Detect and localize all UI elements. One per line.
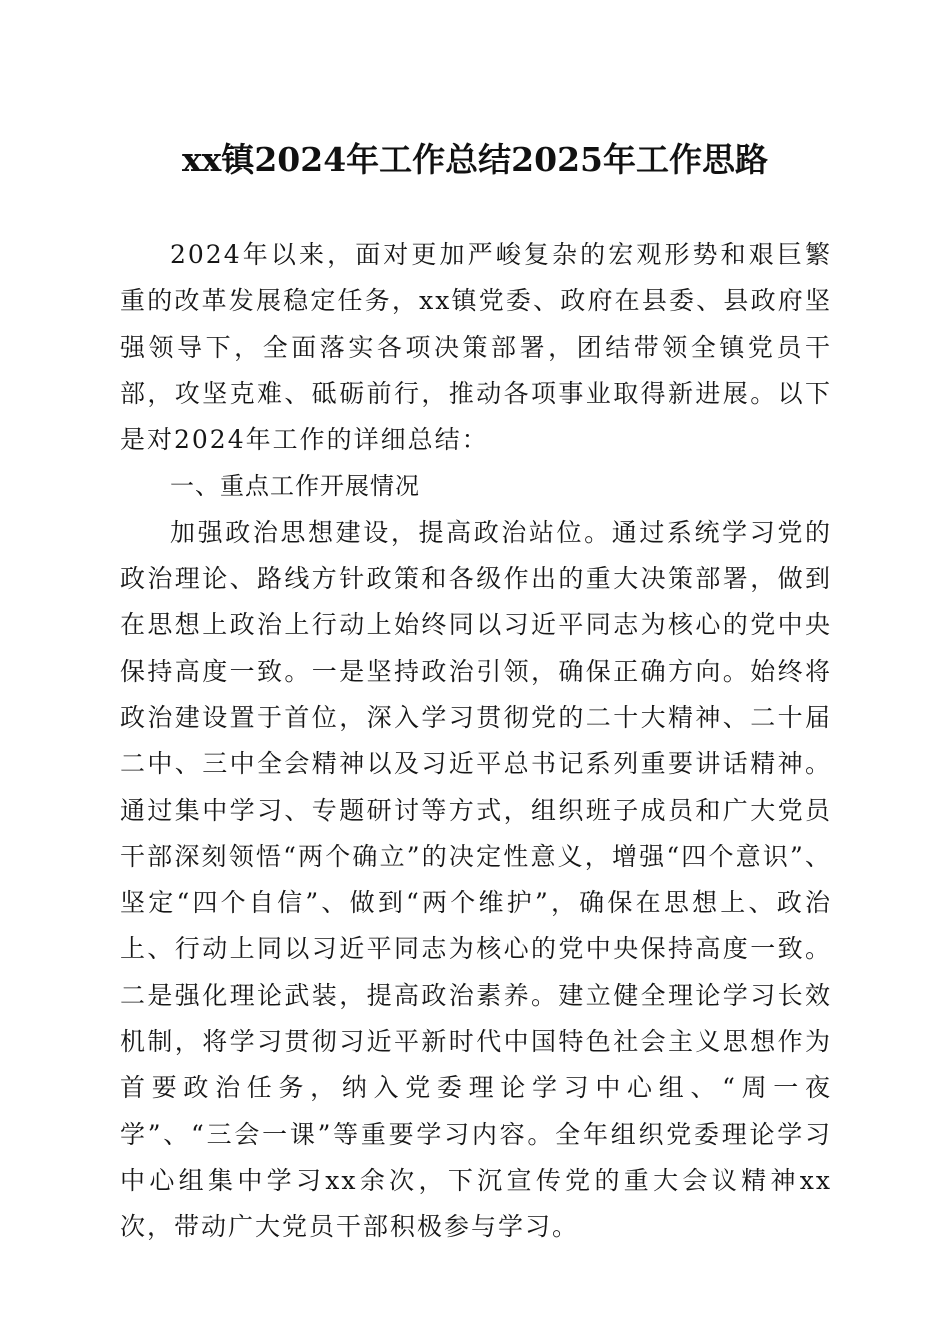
section-paragraph: 加强政治思想建设，提高政治站位。通过系统学习党的政治理论、路线方针政策和各级作出的重大决策部署，做到在思想上政治上行动上始终同以习近平同志为核心的党中央保持高度一致。一是坚持政治引领，确保正确方向。始终将政治建设置于首位，深入学习贯彻党的二十大精神、二十届二中、三中全会精神以及习近平总书记系列重要讲话精神。通过集中学习、专题研讨等方式，组织班子成员和广大党员干部深刻领悟“两个确立”的决定性意义，增强“四个意识”、坚定“四个自信”、做到“两个维护”，确保在思想上、政治上、行动上同以习近平同志为核心的党中央保持高度一致。二是强化理论武装，提高政治素养。建立健全理论学习长效机制，将学习贯彻习近平新时代中国特色社会主义思想作为首要政治任务，纳入党委理论学习中心组、“周一夜学”、“三会一课”等重要学习内容。全年组织党委理论学习中心组集中学习xx余次，下沉宣传党的重大会议精神xx次，带动广大党员干部积极参与学习。 (120, 517, 832, 1242)
document-body (120, 232, 832, 1251)
intro-paragraph: 2024年以来，面对更加严峻复杂的宏观形势和艰巨繁重的改革发展稳定任务，xx镇党委、政府在县委、县政府坚强领导下，全面落实各项决策部署，团结带领全镇党员干部，攻坚克难、砥砺前行，推动各项事业取得新进展。以下是对2024年工作的详细总结： (120, 240, 832, 455)
section-heading: 一、重点工作开展情况 (170, 472, 420, 501)
document-title: xx镇2024年工作总结2025年工作思路 (181, 140, 769, 179)
